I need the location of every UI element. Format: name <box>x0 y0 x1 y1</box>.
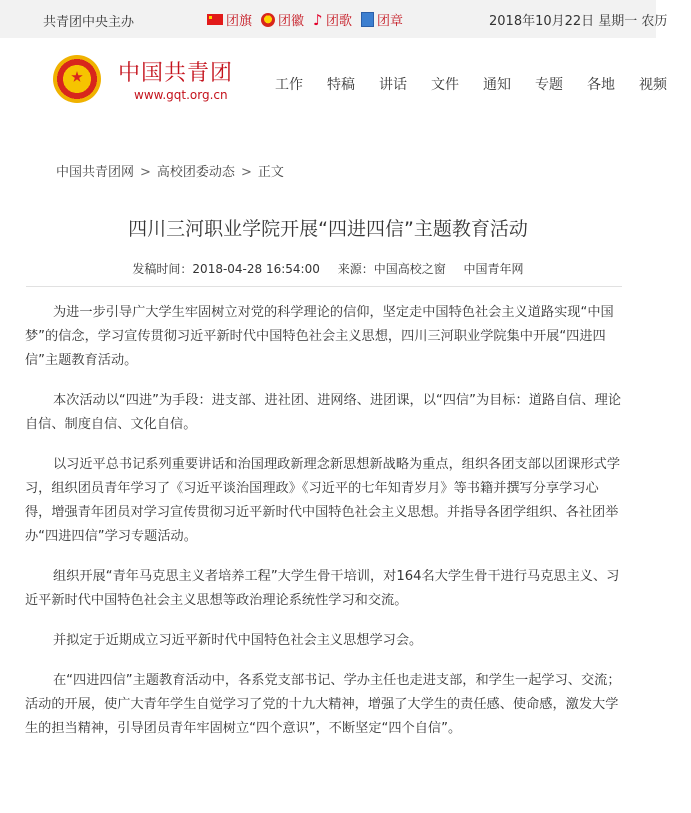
article-paragraph: 在“四进四信”主题教育活动中，各系党支部书记、学办主任也走进支部，和学生一起学习、交流；活动的开展，使广大青年学生自觉学习了党的十九大精神，增强了大学生的责任感、使命感，激发大学生的担当精神，引导团员青年牢固树立“四个意识”，不断坚定“四个自信”。 <box>25 673 621 736</box>
nav-item-regions[interactable]: 各地 <box>587 77 615 93</box>
nav-item-video[interactable]: 视频 <box>639 77 667 93</box>
brand-name[interactable]: 中国共青团 <box>118 61 234 86</box>
music-note-icon: ♪ <box>313 10 323 29</box>
link-badge-label: 团徽 <box>278 14 305 29</box>
link-song-label: 团歌 <box>326 14 353 29</box>
main-nav <box>275 74 691 94</box>
document-icon <box>361 12 374 27</box>
publish-time: 发稿时间：2018-04-28 16:54:00 <box>132 262 320 276</box>
breadcrumb-separator: > <box>240 165 252 180</box>
link-charter[interactable] <box>361 10 403 29</box>
link-flag-label: 团旗 <box>226 14 253 29</box>
breadcrumb-separator: > <box>140 165 151 180</box>
brand-url[interactable]: www.gqt.org.cn <box>134 88 228 102</box>
breadcrumb-current: 正文 <box>257 165 284 180</box>
article-title: 四川三河职业学院开展“四进四信”主题教育活动 <box>128 218 528 240</box>
nav-item-work[interactable]: 工作 <box>275 77 303 93</box>
flag-icon <box>207 14 223 25</box>
breadcrumb <box>56 161 284 180</box>
breadcrumb-home[interactable]: 中国共青团网 <box>56 165 135 180</box>
nav-item-documents[interactable]: 文件 <box>431 77 459 93</box>
link-badge[interactable] <box>261 10 304 29</box>
article-source: 来源：中国高校之窗 <box>337 262 446 276</box>
league-emblem-logo[interactable] <box>53 55 101 103</box>
nav-item-topics[interactable]: 专题 <box>535 77 563 93</box>
source-site: 中国青年网 <box>463 262 524 276</box>
top-utility-bar <box>0 0 668 38</box>
nav-item-notices[interactable]: 通知 <box>483 77 511 93</box>
link-charter-label: 团章 <box>377 14 404 29</box>
article-meta <box>0 260 656 277</box>
divider <box>26 286 622 287</box>
breadcrumb-section[interactable]: 高校团委动态 <box>156 165 235 180</box>
article-paragraph: 为进一步引导广大学生牢固树立对党的科学理论的信仰，坚定走中国特色社会主义道路实现“中国梦”的信念，学习宣传贯彻习近平新时代中国特色社会主义思想，四川三河职业学院集中开展“四进四信”主题教育活动。 <box>25 305 614 368</box>
link-flag[interactable] <box>207 10 252 29</box>
article-paragraph: 以习近平总书记系列重要讲话和治国理政新理念新思想新战略为重点，组织各团支部以团课形式学习，组织团员青年学习了《习近平谈治国理政》《习近平的七年知青岁月》等书籍并撰写分享学习心得，增强青年团员对学习宣传贯彻习近平新时代中国特色社会主义思想。并指导各团学组织、各社团举办“四进四信”学习专题活动。 <box>25 457 621 544</box>
link-song[interactable] <box>313 10 352 29</box>
host-organization: 共青团中央主办 <box>43 15 135 30</box>
nav-item-features[interactable]: 特稿 <box>327 77 355 93</box>
badge-icon <box>261 13 275 27</box>
article-body <box>25 301 623 757</box>
current-date: 2018年10月22日 星期一 农历 <box>489 14 668 29</box>
symbol-links <box>207 10 412 29</box>
article-paragraph: 本次活动以“四进”为手段：进支部、进社团、进网络、进团课，以“四信”为目标：道路自信、理论自信、制度自信、文化自信。 <box>25 393 622 432</box>
article-paragraph: 组织开展“青年马克思主义者培养工程”大学生骨干培训，对164名大学生骨干进行马克思主义、习近平新时代中国特色社会主义思想等政治理论系统性学习和交流。 <box>25 569 620 608</box>
nav-item-speeches[interactable]: 讲话 <box>379 77 407 93</box>
article-paragraph: 并拟定于近期成立习近平新时代中国特色社会主义思想学习会。 <box>53 633 423 648</box>
